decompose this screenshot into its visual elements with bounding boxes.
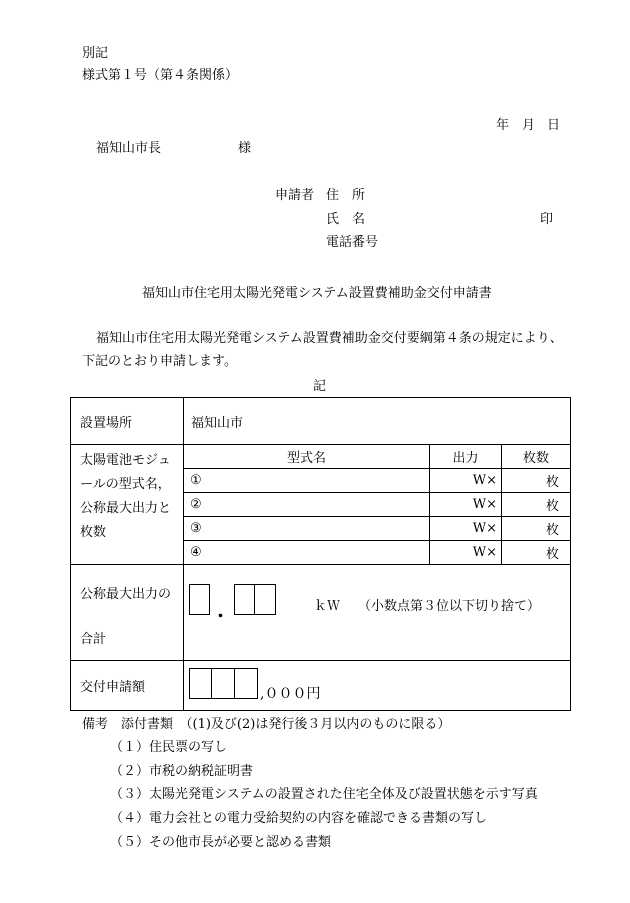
module-label-line-4: 枚数 (80, 525, 107, 540)
module-label-line-1: 太陽電池モジュ (80, 453, 171, 468)
remarks-item: （５）その他市長が必要と認める書類 (110, 835, 332, 850)
application-table (70, 397, 571, 711)
remarks-item: （３）太陽光発電システムの設置された住宅全体及び設置状態を示す写真 (110, 787, 538, 802)
module-label-line-3: 公称最大出力と (80, 501, 172, 516)
digit-box[interactable] (234, 584, 255, 615)
count-unit: 枚 (502, 517, 571, 541)
amount-suffix: ,０００円 (260, 686, 321, 702)
phone-label: 電話番号 (326, 235, 379, 250)
count-unit: 枚 (502, 541, 571, 565)
output-unit: W× (430, 541, 502, 565)
address-label: 住 所 (326, 188, 366, 203)
output-header: 出力 (430, 445, 502, 469)
truncation-note: （小数点第３位以下切り捨て） (358, 599, 541, 614)
digit-box[interactable] (255, 584, 276, 615)
output-unit: W× (430, 493, 502, 517)
addressee-honorific: 様 (238, 141, 252, 156)
digit-box[interactable] (189, 668, 212, 699)
total-output-field (184, 565, 571, 661)
module-row-number: ④ (184, 541, 430, 565)
location-value: 福知山市 (184, 398, 571, 445)
date-month-label: 月 (522, 118, 536, 133)
appendix-label: 別記 (82, 46, 109, 61)
output-unit: W× (430, 469, 502, 493)
document-title: 福知山市住宅用太陽光発電システム設置費補助金交付申請書 (142, 286, 492, 301)
module-row-number: ② (184, 493, 430, 517)
count-unit: 枚 (502, 493, 571, 517)
ki-heading: 記 (313, 379, 327, 394)
module-header-row (71, 445, 571, 469)
amount-label: 交付申請額 (71, 661, 184, 711)
location-row (71, 398, 571, 445)
name-label: 氏 名 (326, 212, 366, 227)
count-unit: 枚 (502, 469, 571, 493)
total-output-label (71, 565, 184, 661)
amount-digit-boxes[interactable] (189, 668, 258, 699)
body-line-2: 下記のとおり申請します。 (82, 354, 237, 369)
date-day-label: 日 (547, 118, 561, 133)
location-label: 設置場所 (71, 398, 184, 445)
remarks-item: （４）電力会社との電力受給契約の内容を確認できる書類の写し (110, 811, 488, 826)
remarks-title: 備考 添付書類 （(1)及び(2)は発行後３月以内のものに限る） (82, 717, 451, 732)
applicant-label: 申請者 (275, 188, 315, 203)
seal-mark: 印 (540, 212, 554, 227)
form-number: 様式第１号（第４条関係） (82, 68, 239, 83)
integer-digit-box[interactable] (189, 584, 210, 615)
decimal-digit-boxes[interactable] (234, 584, 276, 615)
digit-box[interactable] (212, 668, 235, 699)
module-row-number: ③ (184, 517, 430, 541)
output-unit: W× (430, 517, 502, 541)
amount-field (184, 661, 571, 711)
total-output-row (71, 565, 571, 661)
digit-box[interactable] (235, 668, 258, 699)
module-label (71, 445, 184, 565)
body-line-1: 福知山市住宅用太陽光発電システム設置費補助金交付要綱第４条の規定により、 (96, 331, 563, 346)
kw-unit: ｋＷ (314, 599, 341, 614)
total-output-label-line-2: 合計 (80, 632, 107, 647)
remarks-item: （１）住民票の写し (110, 740, 228, 755)
date-year-label: 年 (496, 118, 510, 133)
digit-box[interactable] (189, 584, 210, 615)
model-header: 型式名 (184, 445, 430, 469)
addressee-title: 福知山市長 (96, 141, 162, 156)
amount-row (71, 661, 571, 711)
decimal-point: . (217, 598, 224, 622)
remarks-item: （２）市税の納税証明書 (110, 764, 254, 779)
module-row-number: ① (184, 469, 430, 493)
count-header: 枚数 (502, 445, 571, 469)
module-label-line-2: ールの型式名， (80, 477, 171, 492)
total-output-label-line-1: 公称最大出力の (80, 587, 172, 602)
